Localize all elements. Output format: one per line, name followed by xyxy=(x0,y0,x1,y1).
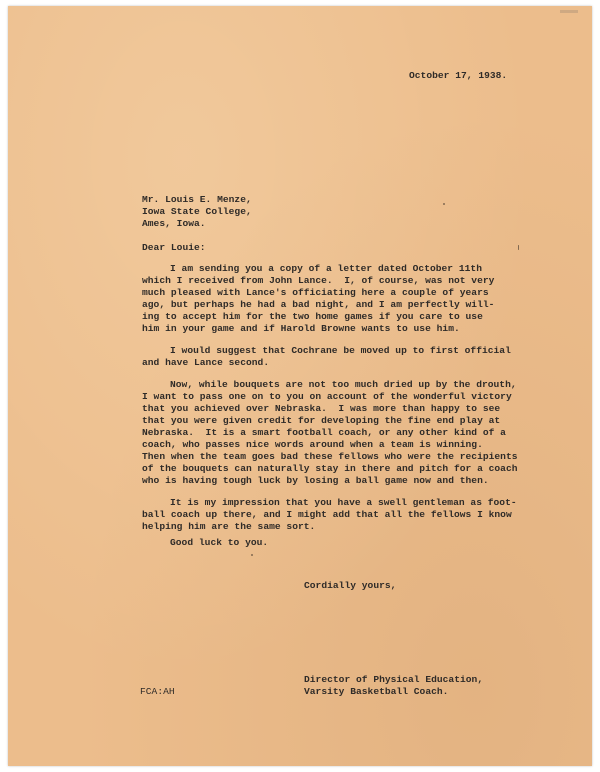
body-line: who is having tough luck by losing a ball game now and then. xyxy=(142,475,489,486)
body-line: him in your game and if Harold Browne wants to use him. xyxy=(142,323,460,334)
body-line: and have Lance second. xyxy=(142,357,270,368)
body-line: helping him are the same sort. xyxy=(142,521,316,532)
signature-title-line: Director of Physical Education, xyxy=(304,674,484,685)
body-line: It is my impression that you have a swell gentleman as foot- xyxy=(170,497,517,508)
body-line: I want to pass one on to you on account of the wonderful victory xyxy=(142,391,512,402)
body-line: Good luck to you. xyxy=(170,537,269,548)
paper-speck xyxy=(251,554,253,556)
body-line: I would suggest that Cochrane be moved up to first official xyxy=(170,345,511,356)
corner-mark xyxy=(560,10,578,13)
body-line: which I received from John Lance. I, of course, was not very xyxy=(142,275,495,286)
address-line: Ames, Iowa. xyxy=(142,218,206,229)
body-line: ball coach up there, and I might add that all the fellows I know xyxy=(142,509,512,520)
letter-date: October 17, 1938. xyxy=(409,70,508,81)
paper-speck xyxy=(518,245,519,250)
paper-speck xyxy=(443,203,445,205)
body-line: much pleased with Lance's officiating here a couple of years xyxy=(142,287,489,298)
body-line: of the bouquets can naturally stay in there and pitch for a coach xyxy=(142,463,518,474)
salutation: Dear Louie: xyxy=(142,242,206,253)
signature-title-line: Varsity Basketball Coach. xyxy=(304,686,449,697)
body-line: ing to accept him for the two home games if you care to use xyxy=(142,311,483,322)
body-line: Nebraska. It is a smart football coach, or any other kind of a xyxy=(142,427,506,438)
body-line: that you achieved over Nebraska. I was more than happy to see xyxy=(142,403,501,414)
address-line: Iowa State College, xyxy=(142,206,252,217)
closing: Cordially yours, xyxy=(304,580,397,591)
body-line: Then when the team goes bad these fellows who were the recipients xyxy=(142,451,518,462)
letter-page xyxy=(8,6,592,766)
body-line: that you were given credit for developing the fine end play at xyxy=(142,415,501,426)
typist-initials: FCA:AH xyxy=(140,686,175,697)
body-line: I am sending you a copy of a letter dated October 11th xyxy=(170,263,482,274)
body-line: coach, who passes nice words around when a team is winning. xyxy=(142,439,483,450)
address-line: Mr. Louis E. Menze, xyxy=(142,194,252,205)
body-line: ago, but perhaps he had a bad night, and I am perfectly will- xyxy=(142,299,495,310)
body-line: Now, while bouquets are not too much dried up by the drouth, xyxy=(170,379,517,390)
